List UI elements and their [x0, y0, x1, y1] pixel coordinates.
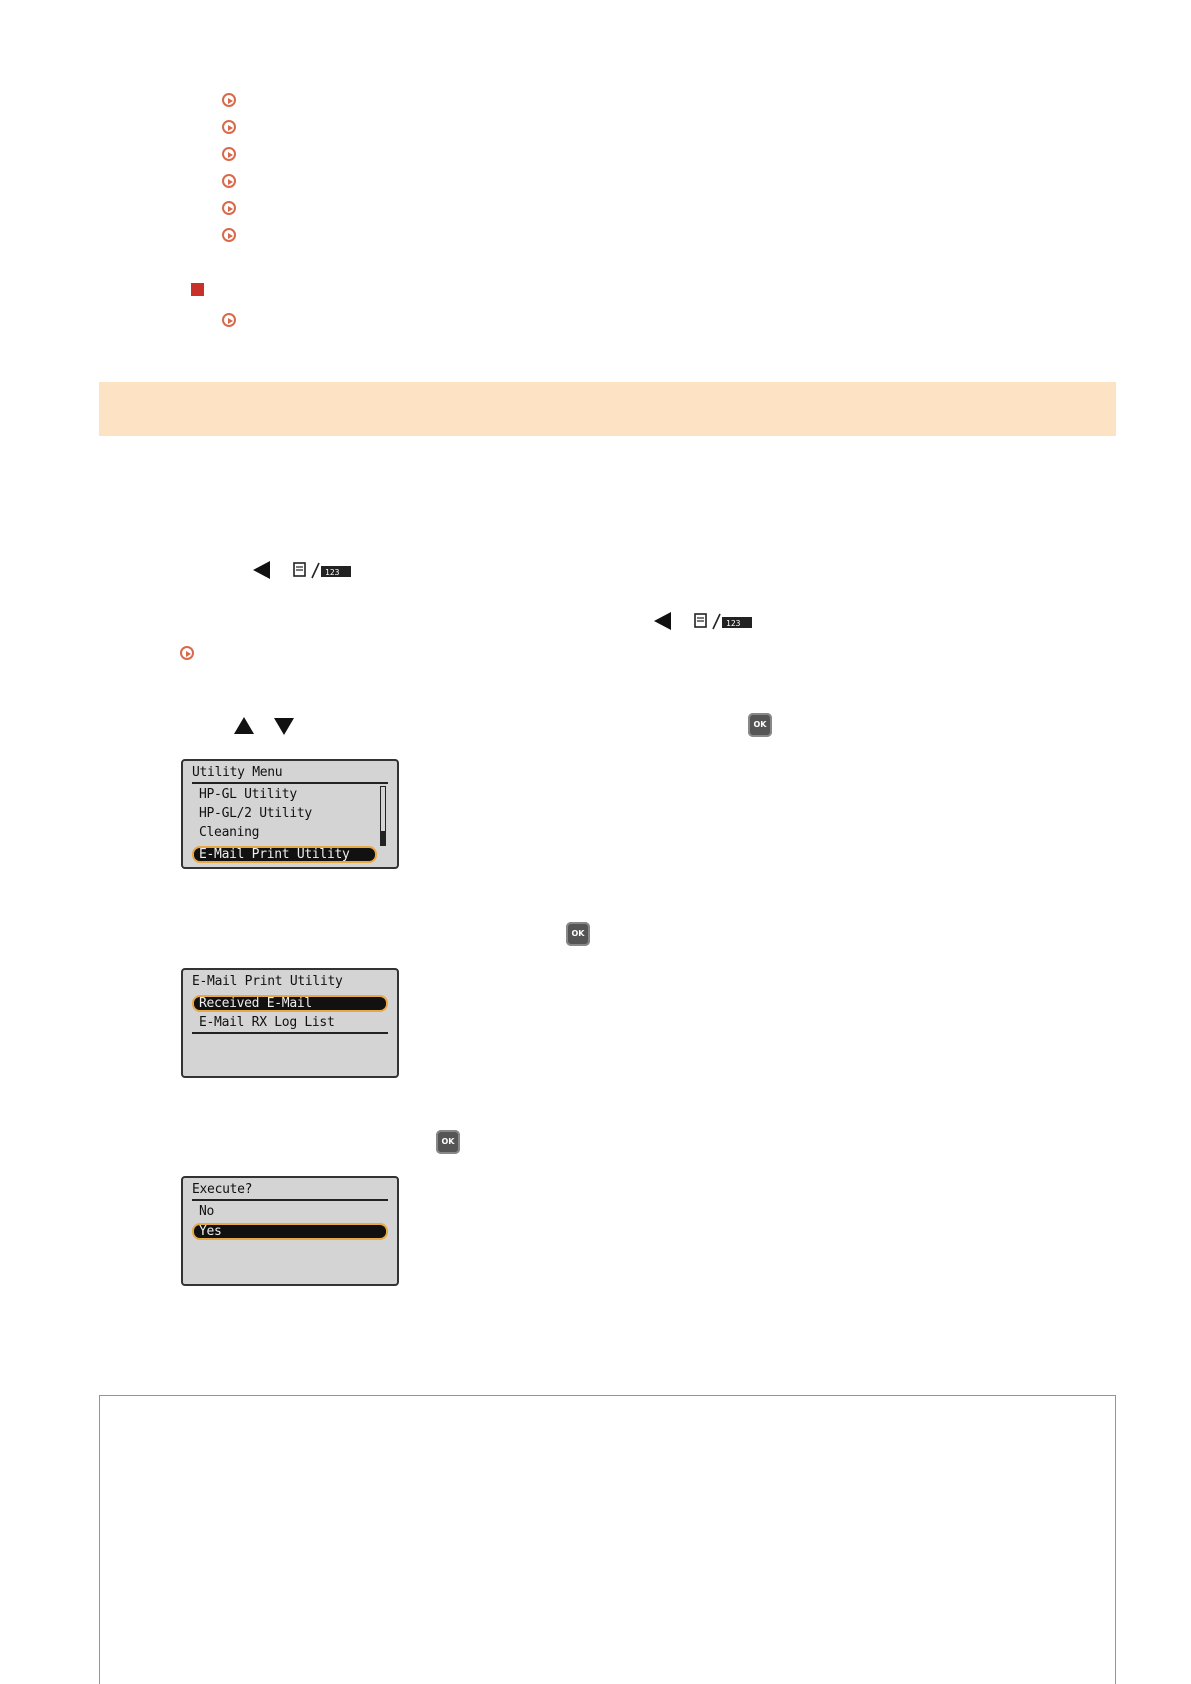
copy-status-icon[interactable]: [292, 561, 354, 581]
copy-status-icon[interactable]: [693, 612, 755, 632]
lcd-menu-item[interactable]: HP-GL/2 Utility: [199, 806, 312, 821]
link-arrow-icon[interactable]: [180, 646, 194, 660]
svg-text:123: 123: [726, 619, 741, 628]
lcd-screen-execute: [181, 1176, 399, 1286]
lcd-selected-item[interactable]: Received E-Mail: [192, 995, 388, 1012]
svg-text:123: 123: [325, 568, 340, 577]
link-arrow-icon[interactable]: [222, 120, 236, 134]
lcd-scrollbar-thumb: [381, 831, 385, 845]
link-arrow-icon[interactable]: [222, 201, 236, 215]
lcd-screen-utility-menu: [181, 759, 399, 869]
section-heading-band: [99, 382, 1116, 436]
lcd-screen-email-print-utility: [181, 968, 399, 1078]
lcd-title: E-Mail Print Utility: [192, 974, 343, 989]
lcd-menu-item[interactable]: No: [199, 1204, 215, 1219]
lcd-divider: [192, 1032, 388, 1034]
link-arrow-icon[interactable]: [222, 147, 236, 161]
lcd-selected-item[interactable]: E-Mail Print Utility: [192, 846, 377, 863]
ok-key-icon[interactable]: OK: [436, 1130, 460, 1154]
link-arrow-icon[interactable]: [222, 174, 236, 188]
triangle-up-icon[interactable]: [234, 717, 254, 734]
note-box: [99, 1395, 1116, 1684]
lcd-title: Utility Menu: [192, 765, 283, 780]
lcd-title: Execute?: [192, 1182, 253, 1197]
link-arrow-icon[interactable]: [222, 228, 236, 242]
link-arrow-icon[interactable]: [222, 313, 236, 327]
link-arrow-icon[interactable]: [222, 93, 236, 107]
ok-key-icon[interactable]: OK: [566, 922, 590, 946]
lcd-menu-item[interactable]: E-Mail RX Log List: [199, 1015, 335, 1030]
triangle-left-icon[interactable]: [654, 612, 671, 630]
triangle-down-icon[interactable]: [274, 718, 294, 735]
lcd-selected-item[interactable]: Yes: [192, 1223, 388, 1240]
ok-key-icon[interactable]: OK: [748, 713, 772, 737]
lcd-divider: [192, 782, 388, 784]
triangle-left-icon[interactable]: [253, 561, 270, 579]
red-square-icon: [191, 283, 204, 296]
lcd-menu-item[interactable]: Cleaning: [199, 825, 260, 840]
lcd-menu-item[interactable]: HP-GL Utility: [199, 787, 297, 802]
lcd-divider: [192, 1199, 388, 1201]
